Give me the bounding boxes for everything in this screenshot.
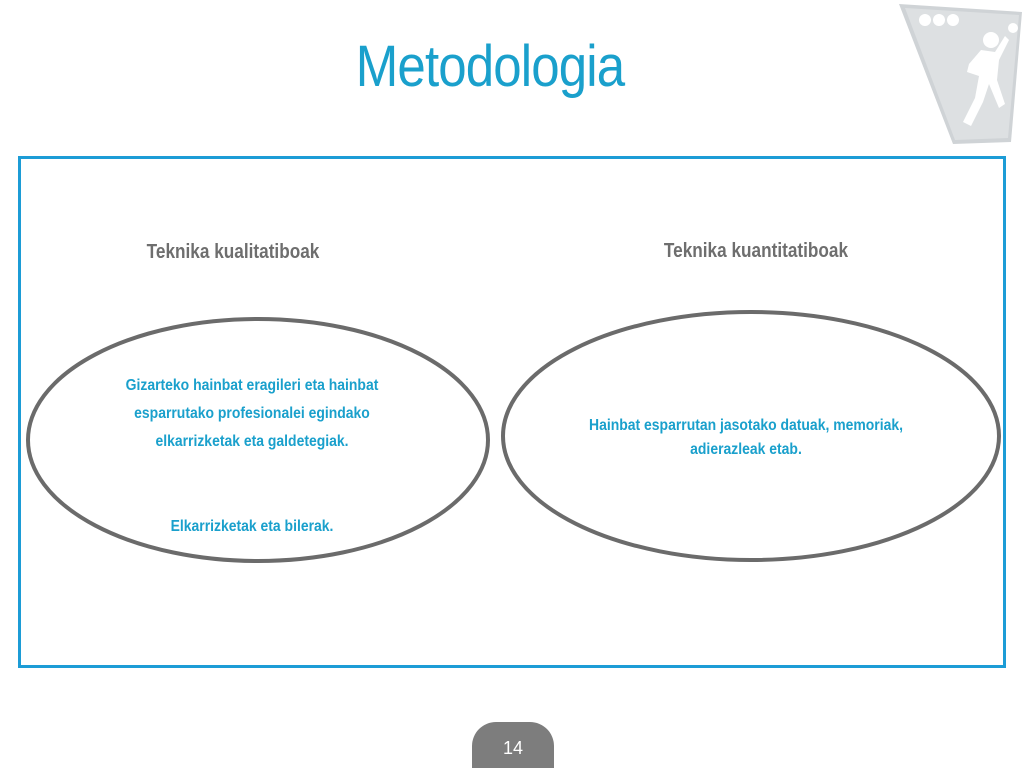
qualitative-heading: Teknika kualitatiboak: [146, 241, 320, 263]
quantitative-body: Hainbat esparrutan jasotako datuak, memoriak, adierazleak etab.: [589, 417, 903, 458]
page-number: 14: [472, 722, 554, 768]
slide-title: Metodologia: [355, 34, 625, 99]
quantitative-heading: Teknika kuantitatiboak: [663, 240, 849, 262]
qualitative-extra: Elkarrizketak eta bilerak.: [170, 518, 334, 535]
qualitative-body: Gizarteko hainbat eragileri eta hainbat esparrutako profesionalei egindako elkarrizketak eta galdetegiak.: [125, 377, 379, 450]
